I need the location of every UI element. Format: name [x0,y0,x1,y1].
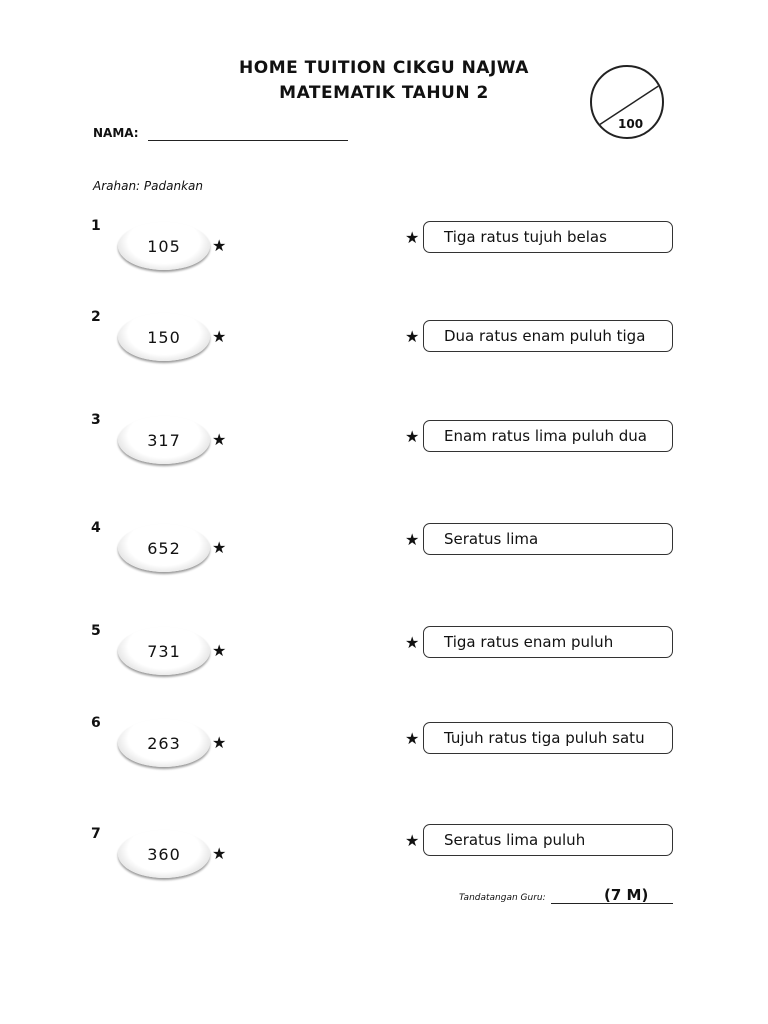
item-number-4: 4 [91,520,101,536]
star-icon[interactable]: ★ [405,530,420,549]
page-title: HOME TUITION CIKGU NAJWA [239,58,529,78]
number-oval[interactable]: 263 [118,719,210,767]
word-box-text: Dua ratus enam puluh tiga [444,327,646,345]
score-total: 100 [618,117,644,131]
word-box-text: Tiga ratus enam puluh [444,633,614,651]
star-icon[interactable]: ★ [405,729,420,748]
star-icon[interactable]: ★ [405,633,420,652]
item-number-7: 7 [91,826,101,842]
number-oval[interactable]: 360 [118,830,210,878]
item-number-3: 3 [91,412,101,428]
signature-label: Tandatangan Guru: [459,893,546,903]
name-label: NAMA: [93,126,139,140]
star-icon[interactable]: ★ [212,641,227,660]
word-box[interactable] [423,722,673,754]
star-icon[interactable]: ★ [212,236,227,255]
number-oval[interactable]: 317 [118,416,210,464]
star-icon[interactable]: ★ [212,327,227,346]
marks-label: (7 M) [604,886,649,904]
word-box[interactable] [423,824,673,856]
star-icon[interactable]: ★ [405,427,420,446]
item-number-5: 5 [91,623,101,639]
word-box[interactable] [423,221,673,253]
word-box[interactable] [423,420,673,452]
name-field-line[interactable] [148,140,348,141]
item-number-6: 6 [91,715,101,731]
star-icon[interactable]: ★ [212,430,227,449]
star-icon[interactable]: ★ [212,844,227,863]
word-box-text: Tujuh ratus tiga puluh satu [444,729,645,747]
instruction: Arahan: Padankan [93,179,203,193]
star-icon[interactable]: ★ [405,228,420,247]
word-box-text: Seratus lima [444,530,539,548]
item-number-1: 1 [91,218,101,234]
item-number-2: 2 [91,309,101,325]
word-box-text: Seratus lima puluh [444,831,586,849]
number-oval[interactable]: 150 [118,313,210,361]
page-subtitle: MATEMATIK TAHUN 2 [279,83,489,103]
word-box-text: Tiga ratus tujuh belas [444,228,607,246]
word-box[interactable] [423,320,673,352]
star-icon[interactable]: ★ [405,831,420,850]
word-box[interactable] [423,626,673,658]
star-icon[interactable]: ★ [212,538,227,557]
number-oval[interactable]: 105 [118,222,210,270]
number-oval[interactable]: 731 [118,627,210,675]
word-box-text: Enam ratus lima puluh dua [444,427,647,445]
number-oval[interactable]: 652 [118,524,210,572]
star-icon[interactable]: ★ [212,733,227,752]
star-icon[interactable]: ★ [405,327,420,346]
word-box[interactable] [423,523,673,555]
